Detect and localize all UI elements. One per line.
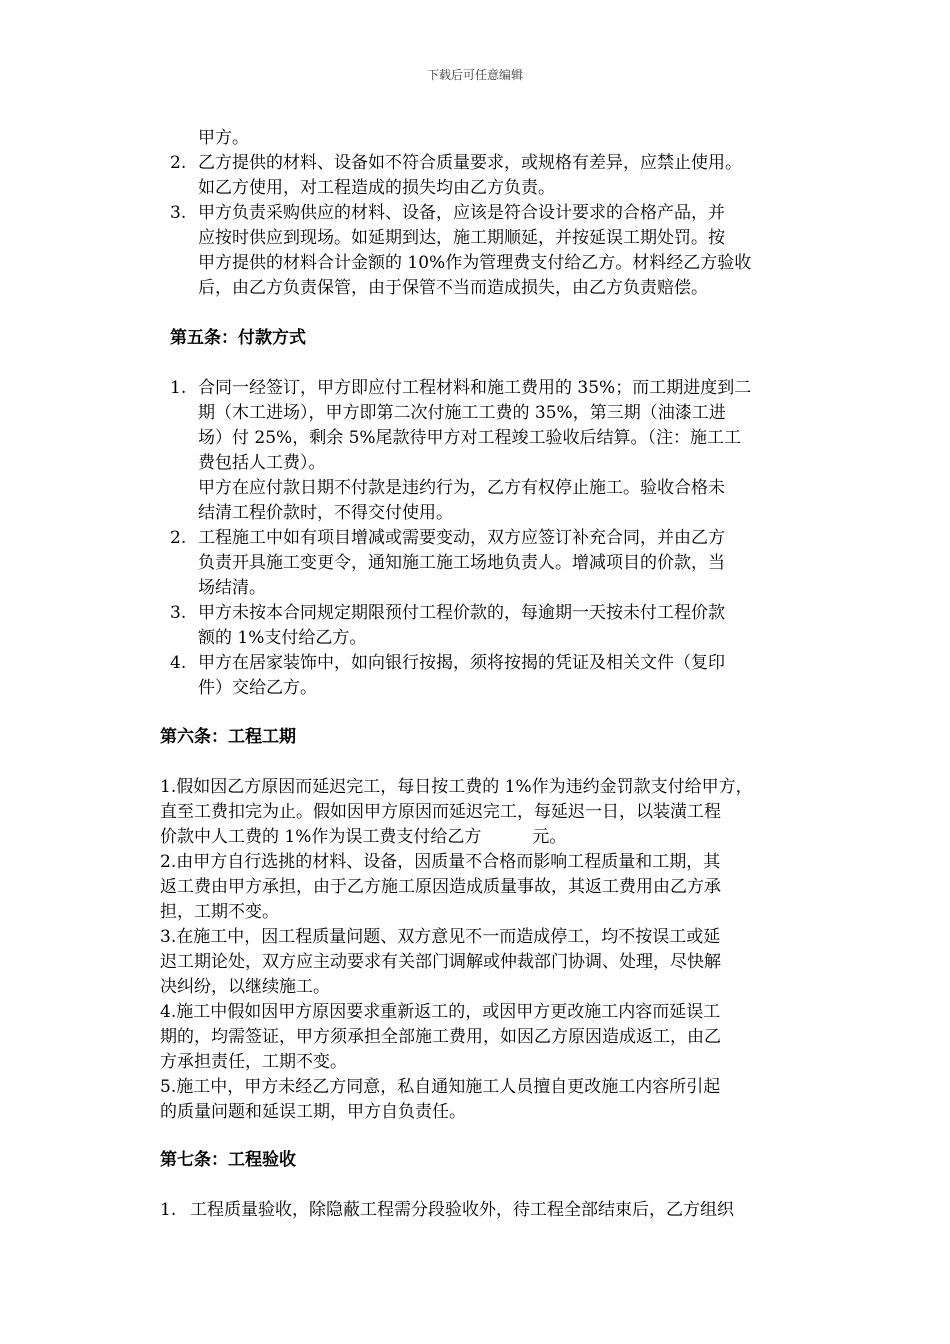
- text-line: 负责开具施工变更令，通知施工施工场地负责人。增减项目的价款，当: [198, 553, 725, 573]
- text-line: 期的，均需签证，甲方须承担全部施工费用，如因乙方原因造成返工，由乙: [160, 1027, 721, 1047]
- text-line: 件）交给乙方。: [198, 678, 317, 698]
- text-line: 4.施工中假如因甲方原因要求重新返工的，或因甲方更改施工内容而延误工: [160, 1002, 721, 1022]
- text-line: 工程质量验收，除隐蔽工程需分段验收外，待工程全部结束后，乙方组织: [190, 1200, 734, 1220]
- section-heading: 第七条：工程验收: [160, 1150, 296, 1170]
- text-line: 甲方。: [198, 128, 249, 148]
- text-line: 价款中人工费的 1%作为误工费支付给乙方 元。: [160, 827, 567, 847]
- list-number: 3.: [170, 603, 187, 623]
- text-line: 3.在施工中，因工程质量问题、双方意见不一而造成停工，均不按误工或延: [160, 927, 721, 947]
- text-line: 费包括人工费）。: [198, 453, 326, 473]
- text-line: 乙方提供的材料、设备如不符合质量要求，或规格有差异，应禁止使用。: [198, 153, 742, 173]
- text-line: 甲方在应付款日期不付款是违约行为，乙方有权停止施工。验收合格未: [198, 478, 725, 498]
- text-line: 2.由甲方自行选挑的材料、设备，因质量不合格而影响工程质量和工期，其: [160, 852, 721, 872]
- page-header: 下载后可任意编辑: [426, 68, 523, 82]
- text-line: 5.施工中，甲方未经乙方同意，私自通知施工人员擅自更改施工内容所引起: [160, 1077, 721, 1097]
- text-line: 甲方提供的材料合计金额的 10%作为管理费支付给乙方。材料经乙方验收: [198, 253, 752, 273]
- list-number: 4.: [170, 653, 187, 673]
- text-line: 场结清。: [198, 578, 266, 598]
- text-line: 场）付 25%，剩余 5%尾款待甲方对工程竣工验收后结算。（注：施工工: [198, 428, 742, 448]
- text-line: 后，由乙方负责保管，由于保管不当而造成损失，由乙方负责赔偿。: [198, 278, 708, 298]
- text-line: 应按时供应到现场。如延期到达，施工期顺延，并按延误工期处罚。按: [198, 228, 725, 248]
- text-line: 1.假如因乙方原因而延迟完工，每日按工费的 1%作为违约金罚款支付给甲方，: [160, 777, 753, 797]
- text-line: 额的 1%支付给乙方。: [198, 628, 367, 648]
- section-heading: 第六条：工程工期: [160, 727, 296, 747]
- text-line: 迟工期论处，双方应主动要求有关部门调解或仲裁部门协调、处理，尽快解: [160, 952, 721, 972]
- text-line: 甲方在居家装饰中，如向银行按揭，须将按揭的凭证及相关文件（复印: [198, 653, 725, 673]
- text-line: 直至工费扣完为止。假如因甲方原因而延迟完工，每延迟一日，以装潢工程: [160, 802, 721, 822]
- text-line: 如乙方使用，对工程造成的损失均由乙方负责。: [198, 178, 555, 198]
- text-line: 合同一经签订，甲方即应付工程材料和施工费用的 35%；而工期进度到二: [198, 378, 752, 398]
- text-line: 期（木工进场），甲方即第二次付施工工费的 35%，第三期（油漆工进: [198, 403, 726, 423]
- list-number: 2.: [170, 528, 187, 548]
- text-line: 工程施工中如有项目增减或需要变动，双方应签订补充合同，并由乙方: [198, 528, 725, 548]
- text-line: 返工费由甲方承担，由于乙方施工原因造成质量事故，其返工费用由乙方承: [160, 877, 721, 897]
- section-heading: 第五条：付款方式: [170, 328, 306, 348]
- text-line: 的质量问题和延误工期，甲方自负责任。: [160, 1102, 466, 1122]
- text-line: 决纠纷，以继续施工。: [160, 977, 330, 997]
- list-number: 2.: [170, 153, 187, 173]
- list-number: 1.: [170, 378, 187, 398]
- text-line: 甲方未按本合同规定期限预付工程价款的，每逾期一天按未付工程价款: [198, 603, 725, 623]
- text-line: 方承担责任，工期不变。: [160, 1052, 347, 1072]
- text-line: 结清工程价款时，不得交付使用。: [198, 503, 453, 523]
- text-line: 担，工期不变。: [160, 902, 279, 922]
- text-line: 甲方负责采购供应的材料、设备，应该是符合设计要求的合格产品，并: [198, 203, 725, 223]
- list-number: 1.: [160, 1200, 177, 1220]
- list-number: 3.: [170, 203, 187, 223]
